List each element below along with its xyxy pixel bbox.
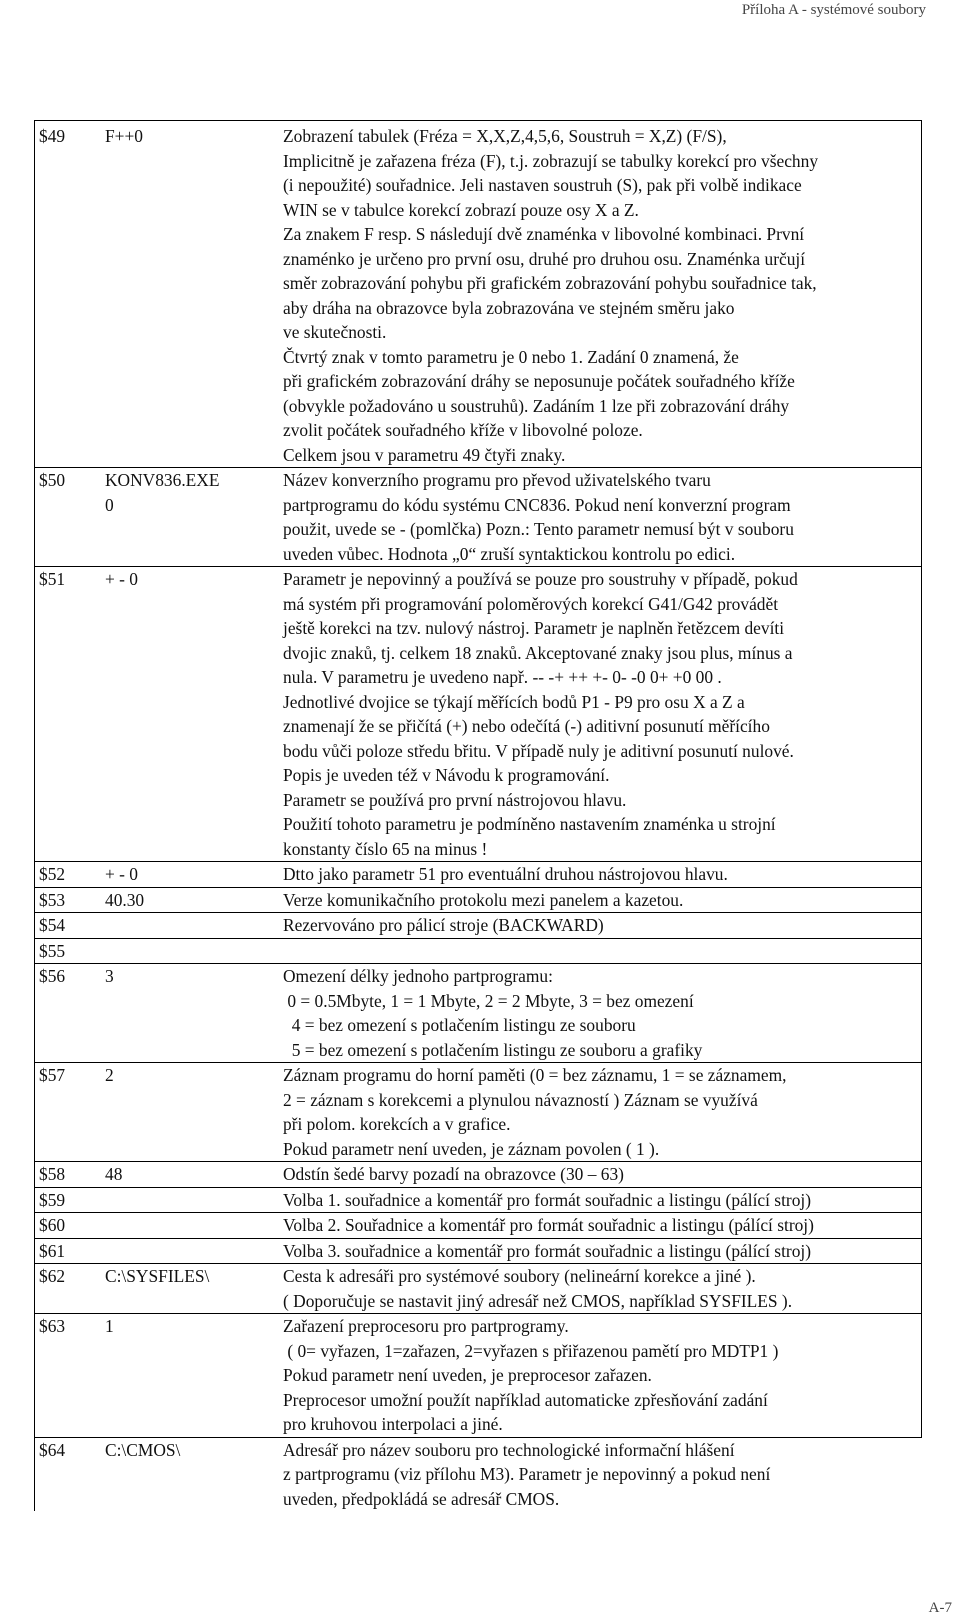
parameter-value	[101, 913, 283, 939]
parameter-description	[283, 1213, 922, 1239]
description-line: Volba 1. souřadnice a komentář pro formát souřadnic a listingu (pálící stroj)	[283, 1189, 812, 1210]
parameter-description	[283, 1162, 922, 1188]
description-line: Rezervováno pro pálicí stroje (BACKWARD)	[283, 915, 604, 935]
description-line: bodu vůči poloze středu břitu. V případě nuly je aditivní posunutí nulové.	[283, 740, 794, 761]
parameter-value-line	[105, 913, 283, 938]
description-line: Parametr je nepovinný a používá se pouze pro soustruhy v případě, pokud	[283, 569, 798, 589]
parameter-row	[35, 964, 922, 1063]
parameter-value-line: 2	[105, 1065, 114, 1085]
parameter-value-line: 48	[105, 1164, 123, 1184]
parameter-row	[35, 1213, 922, 1239]
parameter-value	[101, 1264, 283, 1314]
parameter-value-line: 0	[105, 494, 114, 515]
description-line: znamenají že se přičítá (+) nebo odečítá (-) aditivní posunutí měřícího	[283, 716, 770, 736]
description-line: 2 = záznam s korekcemi a plynulou návazností ) Záznam se využívá	[283, 1089, 758, 1110]
parameter-code: $62	[35, 1264, 102, 1314]
description-line: 0 = 0.5Mbyte, 1 = 1 Mbyte, 2 = 2 Mbyte, 3 = bez omezení	[283, 990, 694, 1011]
description-line: WIN se v tabulce korekcí zobrazí pouze osy X a Z.	[283, 199, 639, 220]
parameter-description	[283, 887, 922, 913]
parameter-code: $52	[35, 862, 102, 888]
parameter-value	[101, 1213, 283, 1239]
parameter-value	[101, 1314, 283, 1438]
description-line: Parametr se používá pro první nástrojovou hlavu.	[283, 789, 627, 810]
parameter-value-line: 1	[105, 1316, 114, 1336]
description-line: uveden vůbec. Hodnota „0“ zruší syntaktickou kontrolu po edici.	[283, 543, 736, 564]
description-line: konstanty číslo 65 na minus !	[283, 838, 488, 859]
parameter-row	[35, 1437, 922, 1511]
description-line: Preprocesor umožní použít například automaticke zpřesňování zadání	[283, 1389, 768, 1410]
parameter-value	[101, 964, 283, 1063]
description-line: Celkem jsou v parametru 49 čtyři znaky.	[283, 444, 566, 465]
parameter-description	[283, 1437, 922, 1511]
parameter-row	[35, 887, 922, 913]
parameter-row	[35, 1238, 922, 1264]
parameter-value-line: F++0	[105, 126, 143, 146]
parameter-value-line	[105, 1239, 283, 1264]
parameter-value-line: + - 0	[105, 569, 138, 589]
description-line: aby dráha na obrazovce byla zobrazována ve stejném směru jako	[283, 297, 735, 318]
parameter-code: $55	[35, 938, 102, 964]
parameter-code: $64	[35, 1437, 102, 1511]
parameter-row	[35, 567, 922, 862]
parameter-description	[283, 121, 922, 468]
parameter-value-line: C:\SYSFILES\	[105, 1266, 210, 1286]
description-line: Volba 2. Souřadnice a komentář pro formát souřadnic a listingu (pálící stroj)	[283, 1215, 814, 1235]
parameter-value	[101, 862, 283, 888]
description-line: Zařazení preprocesoru pro partprogramy.	[283, 1316, 569, 1336]
description-line: při grafickém zobrazování dráhy se neposunuje počátek souřadného kříže	[283, 371, 795, 391]
description-line: zvolit počátek souřadného kříže v libovolné poloze.	[283, 420, 643, 440]
description-line: ( Doporučuje se nastavit jiný adresář než CMOS, například SYSFILES ).	[283, 1290, 793, 1311]
parameter-value-line	[105, 1188, 283, 1213]
description-line: Dtto jako parametr 51 pro eventuální druhou nástrojovou hlavu.	[283, 864, 728, 884]
parameter-code: $57	[35, 1063, 102, 1162]
description-line: použit, uvede se - (pomlčka) Pozn.: Tento parametr nemusí být v souboru	[283, 519, 794, 539]
description-line: (obvykle požadováno u soustruhů). Zadáním 1 lze při zobrazování dráhy	[283, 395, 790, 416]
parameter-value-line: 40.30	[105, 889, 145, 910]
parameter-code: $54	[35, 913, 102, 939]
description-line: Volba 3. souřadnice a komentář pro formát souřadnic a listingu (pálící stroj)	[283, 1240, 812, 1261]
parameter-code: $56	[35, 964, 102, 1063]
description-line	[283, 939, 921, 964]
parameter-row	[35, 913, 922, 939]
description-line: Zobrazení tabulek (Fréza = X,X,Z,4,5,6, Soustruh = X,Z) (F/S),	[283, 126, 727, 146]
description-line: Za znakem F resp. S následují dvě znaménka v libovolné kombinaci. První	[283, 224, 805, 244]
parameter-code: $61	[35, 1238, 102, 1264]
parameter-description	[283, 1063, 922, 1162]
description-line: z partprogramu (viz přílohu M3). Parametr je nepovinný a pokud není	[283, 1464, 771, 1484]
parameter-code: $51	[35, 567, 102, 862]
parameter-code: $53	[35, 887, 102, 913]
parameter-value	[101, 567, 283, 862]
parameter-value	[101, 1238, 283, 1264]
parameter-description	[283, 964, 922, 1063]
parameter-value-line	[105, 939, 283, 964]
parameter-value	[101, 121, 283, 468]
description-line: má systém při programování poloměrových korekcí G41/G42 provádět	[283, 593, 779, 614]
parameter-value-line: 3	[105, 966, 114, 986]
description-line: Adresář pro název souboru pro technologické informační hlášení	[283, 1439, 735, 1460]
parameter-code: $63	[35, 1314, 102, 1438]
parameter-description	[283, 913, 922, 939]
description-line: pro kruhovou interpolaci a jiné.	[283, 1414, 503, 1434]
description-line: uveden, předpokládá se adresář CMOS.	[283, 1488, 560, 1509]
parameter-description	[283, 1238, 922, 1264]
parameter-description	[283, 567, 922, 862]
description-line: Popis je uveden též v Návodu k programování.	[283, 765, 610, 785]
parameter-row	[35, 938, 922, 964]
parameter-code: $59	[35, 1187, 102, 1213]
description-line: dvojic znaků, tj. celkem 18 znaků. Akceptované znaky jsou plus, mínus a	[283, 642, 793, 663]
parameter-value-line	[105, 1213, 283, 1238]
page-header: Příloha A - systémové soubory	[741, 2, 926, 18]
parameter-description	[283, 1187, 922, 1213]
parameter-row	[35, 862, 922, 888]
description-line: Jednotlivé dvojice se týkají měřících bodů P1 - P9 pro osu X a Z a	[283, 691, 745, 712]
parameter-value	[101, 1063, 283, 1162]
description-line: Implicitně je zařazena fréza (F), t.j. zobrazují se tabulky korekcí pro všechny	[283, 150, 819, 171]
parameter-code: $60	[35, 1213, 102, 1239]
parameter-value	[101, 1162, 283, 1188]
parameter-value	[101, 468, 283, 567]
description-line: Název konverzního programu pro převod uživatelského tvaru	[283, 470, 711, 490]
parameter-code: $49	[35, 121, 102, 468]
description-line: 4 = bez omezení s potlačením listingu ze souboru	[283, 1015, 636, 1035]
parameter-description	[283, 862, 922, 888]
description-line: ve skutečnosti.	[283, 322, 387, 342]
parameter-value	[101, 887, 283, 913]
parameter-value	[101, 938, 283, 964]
description-line: ještě korekci na tzv. nulový nástroj. Parametr je naplněn řetězcem devíti	[283, 618, 785, 638]
parameter-value	[101, 1437, 283, 1511]
description-line: Záznam programu do horní paměti (0 = bez záznamu, 1 = se záznamem,	[283, 1065, 787, 1085]
description-line: Čtvrtý znak v tomto parametru je 0 nebo 1. Zadání 0 znamená, že	[283, 346, 739, 367]
description-line: (i nepoužité) souřadnice. Jeli nastaven soustruh (S), pak při volbě indikace	[283, 175, 802, 195]
description-line: 5 = bez omezení s potlačením listingu ze souboru a grafiky	[283, 1039, 703, 1060]
parameter-description	[283, 1314, 922, 1438]
parameter-row	[35, 1314, 922, 1438]
description-line: Pokud parametr není uveden, je preprocesor zařazen.	[283, 1365, 652, 1385]
parameter-row	[35, 121, 922, 468]
description-line: Použití tohoto parametru je podmíněno nastavením znaménka u strojní	[283, 814, 776, 834]
page-number: A-7	[928, 1600, 952, 1616]
parameter-value	[101, 1187, 283, 1213]
parameter-row	[35, 1162, 922, 1188]
description-line: Pokud parametr není uveden, je záznam povolen ( 1 ).	[283, 1138, 660, 1159]
description-line: nula. V parametru je uvedeno např. -- -+ ++ +- 0- -0 0+ +0 00 .	[283, 667, 722, 687]
parameter-table	[34, 120, 922, 1511]
parameter-row	[35, 468, 922, 567]
parameter-value-line: + - 0	[105, 864, 138, 884]
parameter-code: $58	[35, 1162, 102, 1188]
description-line: Verze komunikačního protokolu mezi panelem a kazetou.	[283, 889, 684, 910]
parameter-value-line: KONV836.EXE	[105, 470, 220, 490]
description-line: při polom. korekcích a v grafice.	[283, 1114, 511, 1134]
description-line: směr zobrazování pohybu při grafickém zobrazování pohybu souřadnice tak,	[283, 273, 817, 293]
parameter-value-line: C:\CMOS\	[105, 1439, 181, 1460]
description-line: Odstín šedé barvy pozadí na obrazovce (30 – 63)	[283, 1164, 624, 1184]
description-line: partprogramu do kódu systému CNC836. Pokud není konverzní program	[283, 494, 791, 515]
parameter-description	[283, 1264, 922, 1314]
parameter-row	[35, 1063, 922, 1162]
parameter-row	[35, 1264, 922, 1314]
parameter-row	[35, 1187, 922, 1213]
description-line: Cesta k adresáři pro systémové soubory (nelineární korekce a jiné ).	[283, 1266, 756, 1286]
description-line: znaménko je určeno pro první osu, druhé pro druhou osu. Znaménka určují	[283, 248, 806, 269]
parameter-description	[283, 468, 922, 567]
parameter-description	[283, 938, 922, 964]
parameter-code: $50	[35, 468, 102, 567]
description-line: ( 0= vyřazen, 1=zařazen, 2=vyřazen s přiřazenou pamětí pro MDTP1 )	[283, 1340, 779, 1361]
description-line: Omezení délky jednoho partprogramu:	[283, 966, 553, 986]
